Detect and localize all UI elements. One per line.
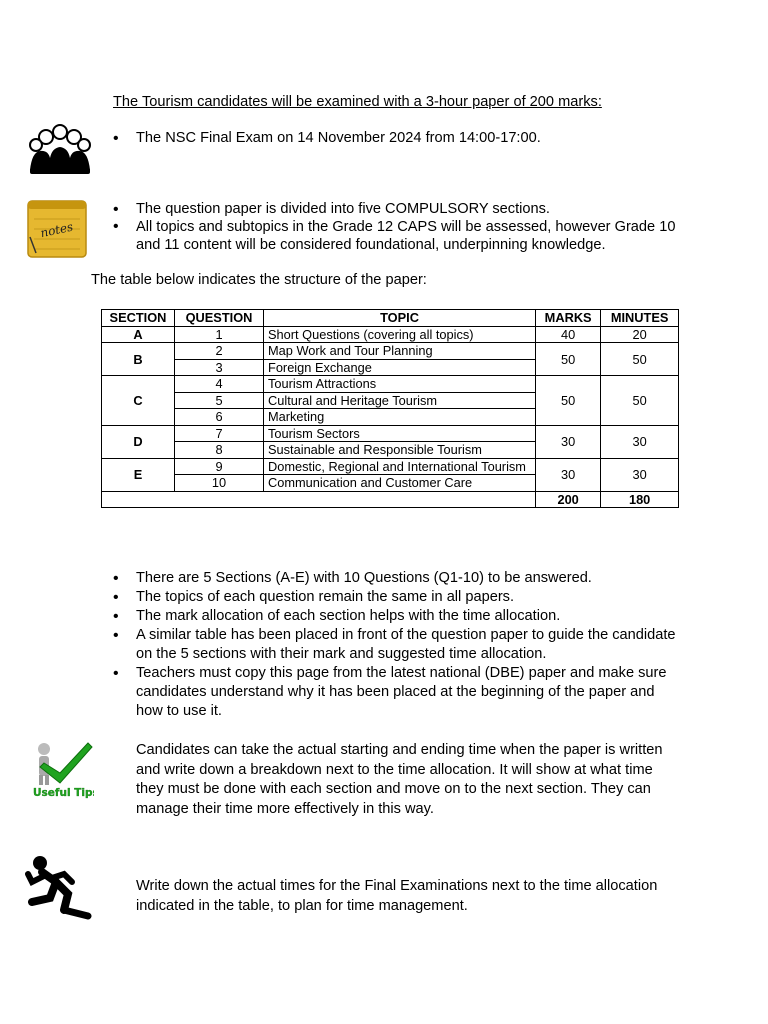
topic-cell: Map Work and Tour Planning	[264, 343, 536, 360]
question-cell: 3	[175, 359, 264, 376]
topic-cell: Sustainable and Responsible Tourism	[264, 442, 536, 459]
topic-cell: Short Questions (covering all topics)	[264, 326, 536, 343]
topic-cell: Marketing	[264, 409, 536, 426]
minutes-cell: 20	[601, 326, 679, 343]
info-bullet-list	[113, 569, 683, 721]
marks-cell: 50	[536, 343, 601, 376]
list-item: • The question paper is divided into five COMPULSORY sections.	[113, 201, 693, 218]
table-row	[102, 343, 679, 360]
section-cell: E	[102, 458, 175, 491]
marks-cell: 40	[536, 326, 601, 343]
list-item: • The NSC Final Exam on 14 November 2024 from 14:00-17:00.	[113, 129, 713, 148]
topic-cell: Tourism Sectors	[264, 425, 536, 442]
notes-label: notes	[39, 219, 75, 241]
useful-tips-label: Useful Tips	[33, 787, 94, 799]
minutes-cell: 50	[601, 343, 679, 376]
header-topic: TOPIC	[264, 310, 536, 327]
marks-cell: 30	[536, 425, 601, 458]
table-row	[102, 425, 679, 442]
table-row	[102, 326, 679, 343]
list-item: • There are 5 Sections (A-E) with 10 Questions (Q1-10) to be answered.	[113, 569, 683, 588]
question-cell: 1	[175, 326, 264, 343]
question-cell: 4	[175, 376, 264, 393]
running-person-icon	[24, 854, 94, 920]
table-total-row	[102, 491, 679, 508]
topic-cell: Foreign Exchange	[264, 359, 536, 376]
header-minutes: MINUTES	[601, 310, 679, 327]
useful-tips-icon	[30, 739, 94, 801]
table-intro-text: The table below indicates the structure of the paper:	[91, 272, 427, 288]
topic-cell: Cultural and Heritage Tourism	[264, 392, 536, 409]
minutes-cell: 30	[601, 425, 679, 458]
topic-cell: Domestic, Regional and International Tourism	[264, 458, 536, 475]
question-cell: 6	[175, 409, 264, 426]
list-item: • The mark allocation of each section helps with the time allocation.	[113, 607, 683, 626]
structure-bullet-list	[113, 201, 693, 254]
tips-paragraph: Candidates can take the actual starting and ending time when the paper is written and write down a breakdown next to the time allocation. It will show at what time they must be done with each section and move on to the next section. They can manage their time more effectively in this way.	[136, 742, 663, 817]
list-item: • The topics of each question remain the same in all papers.	[113, 588, 683, 607]
marks-cell: 50	[536, 376, 601, 426]
section-cell: A	[102, 326, 175, 343]
page-heading: The Tourism candidates will be examined with a 3-hour paper of 200 marks:	[113, 94, 602, 110]
exam-bullet-list	[113, 129, 713, 148]
header-question: QUESTION	[175, 310, 264, 327]
list-item: • Teachers must copy this page from the latest national (DBE) paper and make sure candidates understand why it has been placed at the beginning of the paper and how to use it.	[113, 664, 683, 721]
question-cell: 7	[175, 425, 264, 442]
list-item: • All topics and subtopics in the Grade 12 CAPS will be assessed, however Grade 10 and 11 content will be considered foundational, underpinning knowledge.	[113, 218, 693, 254]
header-section: SECTION	[102, 310, 175, 327]
topic-cell: Communication and Customer Care	[264, 475, 536, 492]
final-paragraph: Write down the actual times for the Final Examinations next to the time allocation indicated in the table, to plan for time management.	[136, 878, 658, 914]
section-cell: C	[102, 376, 175, 426]
topic-cell: Tourism Attractions	[264, 376, 536, 393]
total-spacer-cell	[102, 491, 536, 508]
question-cell: 10	[175, 475, 264, 492]
table-row	[102, 458, 679, 475]
question-cell: 5	[175, 392, 264, 409]
total-marks-cell: 200	[536, 491, 601, 508]
question-cell: 9	[175, 458, 264, 475]
table-row	[102, 376, 679, 393]
marks-cell: 30	[536, 458, 601, 491]
section-cell: B	[102, 343, 175, 376]
total-minutes-cell: 180	[601, 491, 679, 508]
list-item: • A similar table has been placed in front of the question paper to guide the candidate on the 5 sections with their mark and suggested time allocation.	[113, 626, 683, 664]
group-people-icon	[28, 120, 92, 176]
paper-structure-table	[101, 309, 679, 508]
notes-icon	[26, 197, 88, 259]
header-marks: MARKS	[536, 310, 601, 327]
table-header-row	[102, 310, 679, 327]
section-cell: D	[102, 425, 175, 458]
minutes-cell: 50	[601, 376, 679, 426]
question-cell: 2	[175, 343, 264, 360]
question-cell: 8	[175, 442, 264, 459]
minutes-cell: 30	[601, 458, 679, 491]
